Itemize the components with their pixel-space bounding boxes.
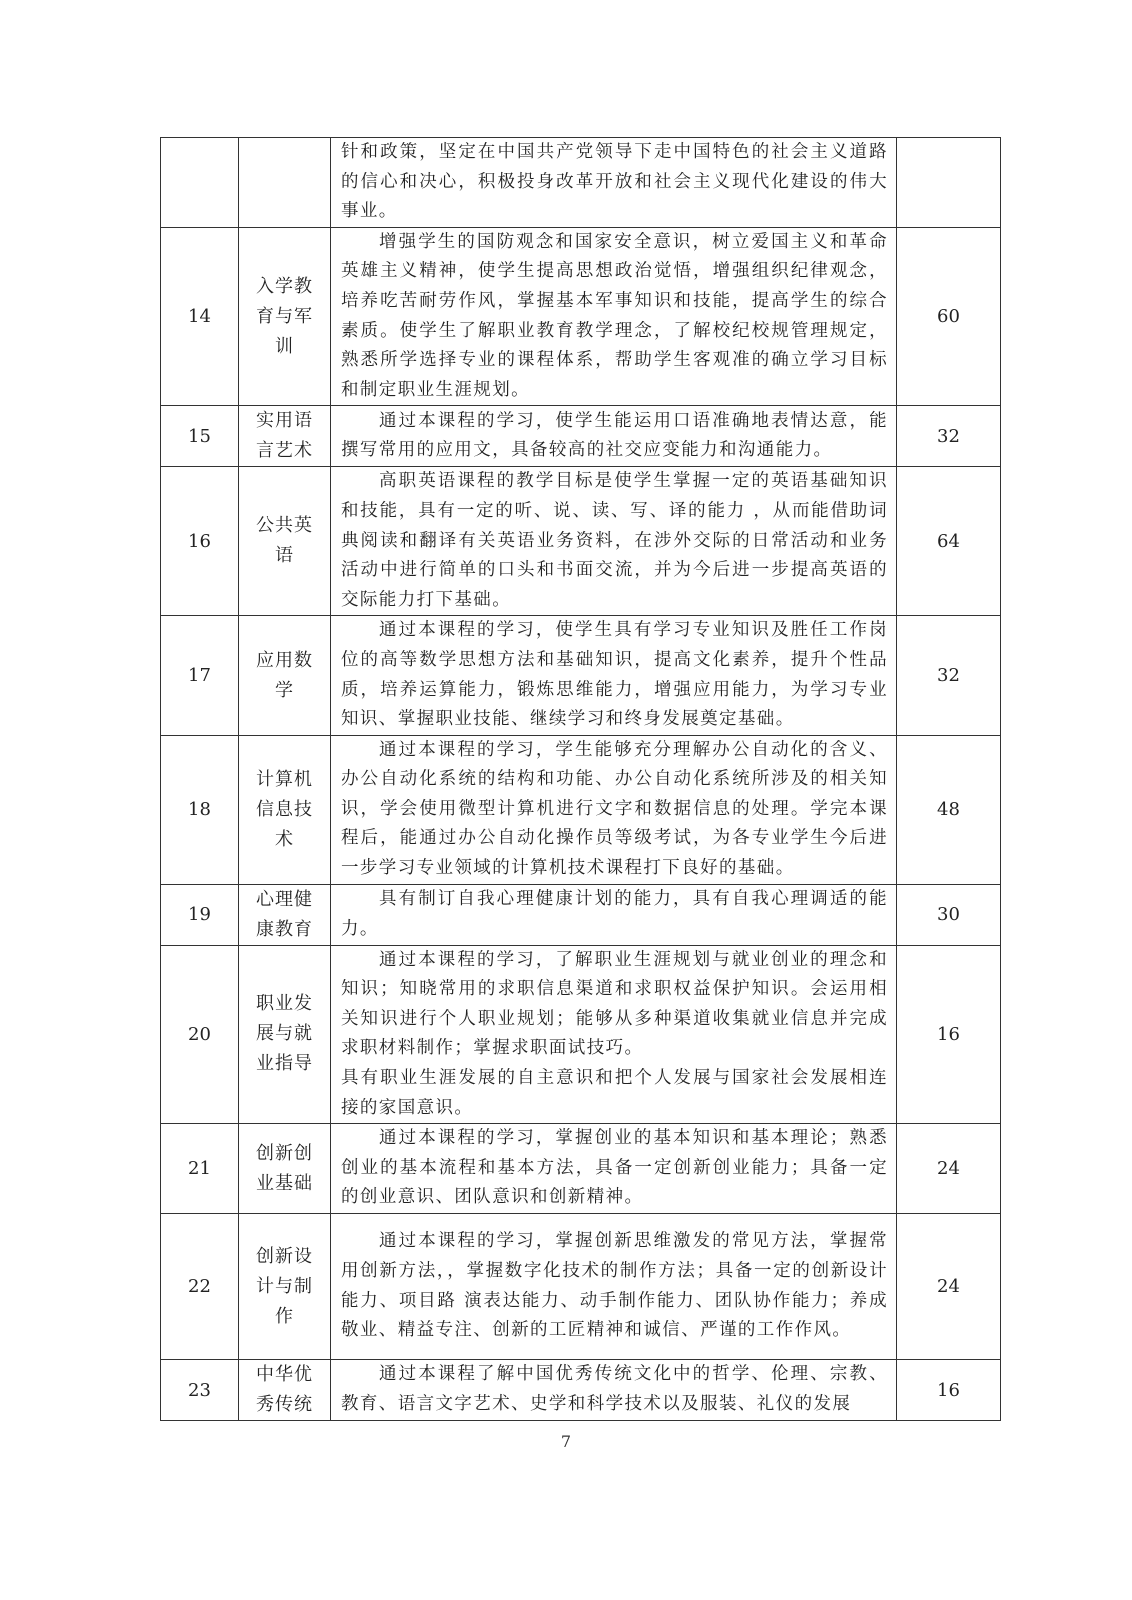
course-name-cell	[239, 227, 331, 406]
table-row	[161, 735, 1001, 884]
description-paragraph: 通过本课程的学习，使学生能运用口语准确地表情达意，能撰写常用的应用文，具备较高的社交应变能力和沟通能力。	[341, 410, 888, 461]
table-row	[161, 467, 1001, 616]
course-name: 中华优秀传统	[256, 1364, 313, 1415]
description-paragraph: 通过本课程了解中国优秀传统文化中的哲学、伦理、宗教、教育、语言文字艺术、史学和科学技术以及服装、礼仪的发展	[341, 1364, 888, 1414]
course-name-cell	[239, 406, 331, 467]
course-number: 18	[161, 735, 239, 884]
course-hours: 24	[897, 1124, 1001, 1214]
page-number: 7	[560, 1432, 572, 1451]
course-number: 14	[161, 227, 239, 406]
course-hours: 30	[897, 884, 1001, 945]
course-description	[331, 1124, 897, 1214]
description-paragraph: 增强学生的国防观念和国家安全意识，树立爱国主义和革命英雄主义精神，使学生提高思想政治觉悟，增强组织纪律观念，培养吃苦耐劳作风，掌握基本军事知识和技能，提高学生的综合素质。使学生了解职业教育教学理念，了解校纪校规管理规定，熟悉所学选择专业的课程体系，帮助学生客观准的确立学习目标和制定职业生涯规划。	[341, 231, 888, 400]
description-paragraph: 通过本课程的学习，掌握创新思维激发的常见方法，掌握常用创新方法，，掌握数字化技术的制作方法；具备一定的创新设计能力、项目路 演表达能力、动手制作能力、团队协作能力；养成敬业、精益专注、创新的工匠精神和诚信、严谨的工作作风。	[341, 1231, 888, 1341]
course-number: 20	[161, 945, 239, 1124]
course-name: 创新创业基础	[256, 1142, 313, 1194]
course-description	[331, 616, 897, 735]
table-row	[161, 227, 1001, 406]
course-name-cell	[239, 138, 331, 228]
course-number: 21	[161, 1124, 239, 1214]
table-row	[161, 616, 1001, 735]
course-hours: 60	[897, 227, 1001, 406]
course-name-cell	[239, 1124, 331, 1214]
table-row	[161, 406, 1001, 467]
table-row	[161, 884, 1001, 945]
course-name-cell	[239, 467, 331, 616]
table-row	[161, 1124, 1001, 1214]
course-name-cell	[239, 1360, 331, 1421]
course-description	[331, 227, 897, 406]
course-name: 心理健康教育	[256, 888, 313, 940]
course-description	[331, 945, 897, 1124]
course-number: 15	[161, 406, 239, 467]
course-description	[331, 406, 897, 467]
description-paragraph: 高职英语课程的教学目标是使学生掌握一定的英语基础知识和技能，具有一定的听、说、读、写、译的能力 ，从而能借助词典阅读和翻译有关英语业务资料，在涉外交际的日常活动和业务活动中进行简单的口头和书面交流，并为今后进一步提高英语的交际能力打下基础。	[341, 471, 888, 610]
table-row	[161, 1214, 1001, 1360]
course-name-cell	[239, 616, 331, 735]
course-name: 公共英语	[256, 515, 313, 567]
course-description	[331, 884, 897, 945]
course-name: 应用数学	[256, 649, 313, 701]
course-description	[331, 1214, 897, 1360]
course-hours: 32	[897, 406, 1001, 467]
description-paragraph: 针和政策，坚定在中国共产党领导下走中国特色的社会主义道路的信心和决心，积极投身改革开放和社会主义现代化建设的伟大事业。	[341, 142, 888, 222]
course-hours: 16	[897, 1360, 1001, 1421]
course-name: 创新设计与制作	[256, 1245, 313, 1327]
course-name-cell	[239, 884, 331, 945]
table-row	[161, 138, 1001, 228]
description-paragraph: 具有制订自我心理健康计划的能力，具有自我心理调适的能力。	[341, 889, 888, 939]
description-paragraph: 通过本课程的学习，使学生具有学习专业知识及胜任工作岗位的高等数学思想方法和基础知识，提高文化素养，提升个性品质，培养运算能力，锻炼思维能力，增强应用能力，为学习专业知识、掌握职业技能、继续学习和终身发展奠定基础。	[341, 620, 888, 730]
course-description	[331, 138, 897, 228]
course-hours	[897, 138, 1001, 228]
course-name-cell	[239, 1214, 331, 1360]
course-hours: 48	[897, 735, 1001, 884]
course-number: 23	[161, 1360, 239, 1421]
course-description	[331, 467, 897, 616]
course-number: 22	[161, 1214, 239, 1360]
description-paragraph: 通过本课程的学习，了解职业生涯规划与就业创业的理念和知识；知晓常用的求职信息渠道和求职权益保护知识。会运用相关知识进行个人职业规划；能够从多种渠道收集就业信息并完成求职材料制作；掌握求职面试技巧。	[341, 949, 888, 1059]
course-number: 17	[161, 616, 239, 735]
course-name-cell	[239, 735, 331, 884]
course-table	[160, 137, 1001, 1421]
course-table-body	[161, 138, 1001, 1421]
course-description	[331, 735, 897, 884]
description-paragraph: 具有职业生涯发展的自主意识和把个人发展与国家社会发展相连接的家国意识。	[341, 1068, 888, 1118]
course-hours: 32	[897, 616, 1001, 735]
course-name: 实用语言艺术	[256, 410, 313, 462]
table-row	[161, 945, 1001, 1124]
course-description	[331, 1360, 897, 1421]
course-number	[161, 138, 239, 228]
description-paragraph: 通过本课程的学习，掌握创业的基本知识和基本理论；熟悉创业的基本流程和基本方法，具备一定创新创业能力；具备一定的创业意识、团队意识和创新精神。	[341, 1128, 888, 1208]
course-name: 计算机信息技术	[256, 768, 313, 850]
course-name: 入学教育与军训	[256, 275, 313, 357]
table-row	[161, 1360, 1001, 1421]
course-hours: 16	[897, 945, 1001, 1124]
course-number: 16	[161, 467, 239, 616]
course-name: 职业发展与就业指导	[256, 993, 313, 1075]
description-paragraph: 通过本课程的学习，学生能够充分理解办公自动化的含义、办公自动化系统的结构和功能、办公自动化系统所涉及的相关知识，学会使用微型计算机进行文字和数据信息的处理。学完本课程后，能通过办公自动化操作员等级考试，为各专业学生今后进一步学习专业领域的计算机技术课程打下良好的基础。	[341, 739, 888, 879]
course-name-cell	[239, 945, 331, 1124]
course-number: 19	[161, 884, 239, 945]
course-hours: 24	[897, 1214, 1001, 1360]
course-hours: 64	[897, 467, 1001, 616]
